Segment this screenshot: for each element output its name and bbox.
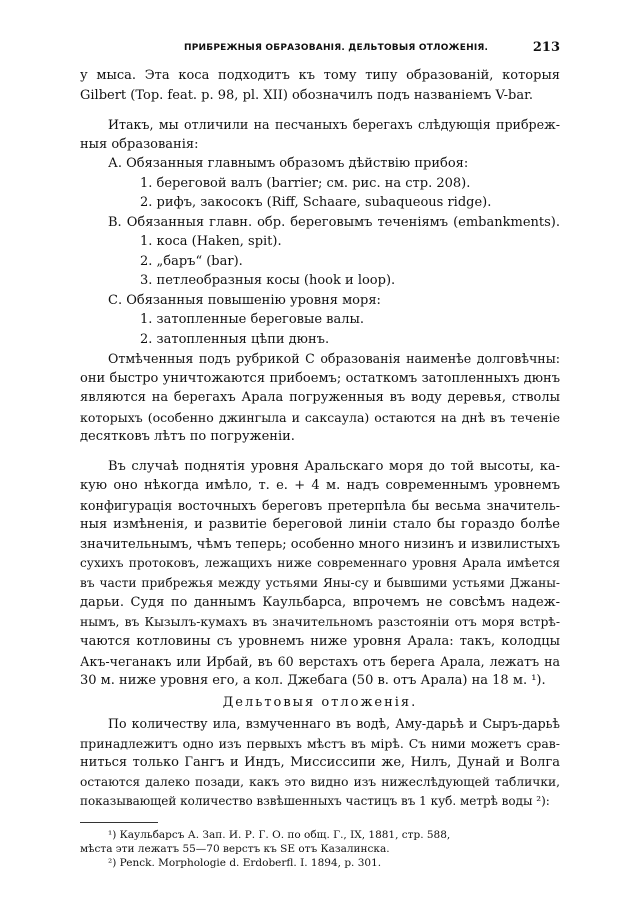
text-line: десятковъ лѣтъ по погруженіи. xyxy=(80,429,295,444)
text-line: остаются далеко позади, какъ это видно изъ нижеслѣдующей таблички, xyxy=(80,774,560,789)
text-line: ныя образованія: xyxy=(80,136,199,152)
text-line: сухихъ протоковъ, лежащихъ ниже современнаго уровня Арала имѣется xyxy=(80,556,560,570)
footnotes xyxy=(80,828,560,870)
text-line: кую оно нѣкогда имѣло, т. е. + 4 м. надъ современнымъ уровнемъ xyxy=(80,478,560,493)
list-item: 1. коса (Haken, spit). xyxy=(140,234,282,249)
running-title: ПРИБРЕЖНЫЯ ОБРАЗОВАНІЯ. ДЕЛЬТОВЫЯ ОТЛОЖЕНІЯ. xyxy=(184,43,489,53)
section-heading: Дельтовыя отложенія. xyxy=(222,694,418,710)
text-line: значительнымъ, чѣмъ теперь; особенно много низинъ и извилистыхъ xyxy=(80,536,560,552)
text-line: Итакъ, мы отличили на песчаныхъ берегахъ слѣдующія прибреж- xyxy=(108,117,560,132)
text-line: По количеству ила, взмученнаго въ водѣ, Аму-дарьѣ и Сыръ-дарьѣ xyxy=(108,716,560,731)
text-line: показывающей количество взвѣшенныхъ частицъ въ 1 куб. метрѣ воды ²): xyxy=(80,794,550,808)
text-line: нымъ, въ Кызылъ-кумахъ въ значительномъ разстояніи отъ моря встрѣ- xyxy=(80,614,560,629)
footnote-line: ²) Penck. Morphologie d. Erdoberfl. I. 1894, p. 301. xyxy=(108,856,382,869)
text-line: дарьи. Судя по даннымъ Каульбарса, впрочемъ не совсѣмъ надеж- xyxy=(80,595,560,610)
list-item: 1. береговой валъ (barrier; см. рис. на стр. 208). xyxy=(140,175,471,191)
list-item: 2. „баръ“ (bar). xyxy=(140,253,243,269)
text-line: чаются котловины съ уровнемъ ниже уровня Арала: такъ, колодцы xyxy=(80,634,560,649)
text-line: являются на берегахъ Арала погруженныя въ воду деревья, стволы xyxy=(80,390,560,405)
footnote-divider xyxy=(80,822,158,823)
text-line: ниться только Гангъ и Индъ, Миссиссипи же, Нилъ, Дунай и Волга xyxy=(80,755,560,770)
text-line: въ части прибрежья между устьями Яны-су и бывшими устьями Джаны- xyxy=(80,575,560,590)
list-item: 3. петлеобразныя косы (hook и loop). xyxy=(140,273,396,288)
list-item: 2. затопленныя цѣпи дюнъ. xyxy=(140,331,330,347)
text-line: 30 м. ниже уровня его, а кол. Джебага (50 в. отъ Арала) на 18 м. ¹). xyxy=(80,673,546,688)
list-item: 1. затопленные береговые валы. xyxy=(140,312,364,327)
text-line: конфигурація восточныхъ береговъ претерпѣла бы весьма значитель- xyxy=(80,497,560,513)
text-line: ныя измѣненія, и развитіе береговой линіи стало бы гораздо болѣе xyxy=(80,517,560,532)
list-heading: С. Обязанныя повышенію уровня моря: xyxy=(108,292,381,308)
page-number: 213 xyxy=(532,40,560,55)
list-item: 2. рифъ, закосокъ (Riff, Schaare, subaqueous ridge). xyxy=(140,195,492,210)
text-line: Въ случаѣ поднятія уровня Аральскаго моря до той высоты, ка- xyxy=(108,458,560,474)
text-line: Акъ-чеганакъ или Ирбай, въ 60 верстахъ отъ берега Арала, лежатъ на xyxy=(80,653,560,669)
text-line: Gilbert (Top. feat. p. 98, pl. XII) обозначилъ подъ названіемъ V-bar. xyxy=(80,87,534,103)
text-line: которыхъ (особенно джингыла и саксаула) остаются на днѣ въ теченіе xyxy=(80,409,560,425)
list-heading: В. Обязанныя главн. обр. береговымъ теченіямъ (embankments). xyxy=(108,214,560,230)
footnote-line: ¹) Каульбарсъ А. Зап. И. Р. Г. О. по общ. Г., IX, 1881, стр. 588, xyxy=(108,828,451,841)
list-heading: А. Обязанныя главнымъ образомъ дѣйствію прибоя: xyxy=(108,156,469,171)
text-line: Отмѣченныя подъ рубрикой С образованія наименѣе долговѣчны: xyxy=(108,351,560,366)
text-line: принадлежитъ одно изъ первыхъ мѣстъ въ мірѣ. Съ ними можетъ срав- xyxy=(80,735,560,751)
page-header xyxy=(80,40,560,58)
text-line: они быстро уничтожаются прибоемъ; остаткомъ затопленныхъ дюнъ xyxy=(80,370,560,386)
footnote-line: мѣста эти лежатъ 55—70 верстъ къ SE отъ Казалинска. xyxy=(80,842,390,855)
text-line: у мыса. Эта коса подходитъ къ тому типу образованій, которыя xyxy=(80,68,560,83)
page-body xyxy=(80,66,560,870)
